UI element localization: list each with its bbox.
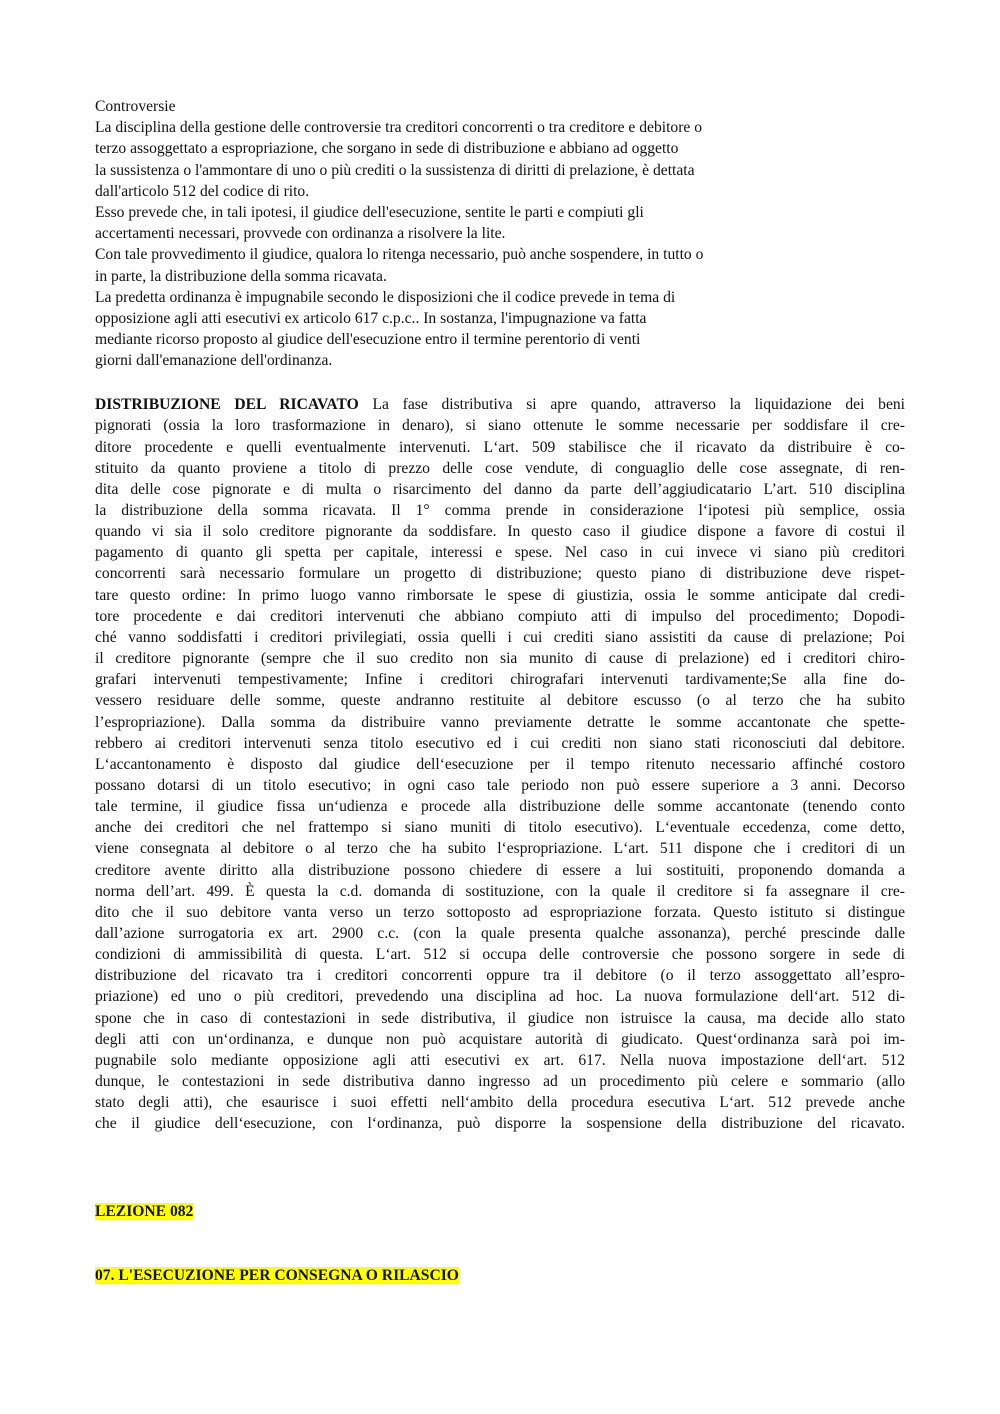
controversie-line: in parte, la distribuzione della somma ricavata.	[95, 267, 387, 285]
distribuzione-line: viene consegnata al debitore o al terzo che ha subito l‘espropriazione. L‘art. 511 dispone che i creditori di un	[95, 840, 905, 858]
distribuzione-line: pugnabile solo mediante opposizione agli atti esecutivi ex art. 617. Nella nuova impostazione dell‘art. 512	[95, 1051, 905, 1069]
distribuzione-line: vessero residuare delle somme, queste andranno restituite al debitore escusso (o al terzo che ha subito	[95, 692, 905, 710]
distribuzione-first-line-text: La fase distributiva si apre quando, attraverso la liquidazione dei beni	[358, 396, 905, 413]
lezione-heading: LEZIONE 082	[95, 1203, 194, 1220]
distribuzione-line: quando vi sia il solo creditore pignorante da soddisfare. In questo caso il giudice dispone a favore di costui il	[95, 523, 905, 541]
distribuzione-line: tore procedente e dai creditori intervenuti che abbiano compiuto atti di impulso del procedimento; Dopodi-	[95, 607, 905, 625]
distribuzione-line: distribuzione del ricavato tra i creditori concorrenti oppure tra il debitore (o il terzo assoggettato all’espro-	[95, 967, 905, 985]
distribuzione-line: tale termine, il giudice fissa un‘udienza e procede alla distribuzione delle somme accantonate (tenendo conto	[95, 798, 905, 816]
distribuzione-line: dunque, le contestazioni in sede distributiva danno ingresso ad un procedimento più celere e sommario (allo	[95, 1073, 905, 1091]
controversie-line: La disciplina della gestione delle controversie tra creditori concorrenti o tra creditore e debitore o	[95, 119, 703, 137]
controversie-line: accertamenti necessari, provvede con ordinanza a risolvere la lite.	[95, 225, 506, 243]
distribuzione-line: possano dotarsi di un titolo esecutivo; in ogni caso tale periodo non può essere superiore a 3 anni. Decorso	[95, 776, 905, 794]
distribuzione-line: concorrenti sarà necessario formulare un progetto di distribuzione; questo piano di distribuzione deve rispet-	[95, 565, 905, 583]
distribuzione-line: anche dei creditori che nel frattempo si siano muniti di titolo esecutivo). L‘eventuale eccedenza, come detto,	[95, 819, 905, 837]
distribuzione-line: il creditore pignorante (sempre che il suo credito non sia munito di cause di prelazione) ed i creditori chiro-	[95, 650, 905, 668]
controversie-line: Con tale provvedimento il giudice, qualora lo ritenga necessario, può anche sospendere, in tutto o	[95, 246, 704, 264]
distribuzione-line: dito che il suo debitore vanta verso un terzo sottoposto ad espropriazione forzata. Questo istituto si distingue	[95, 903, 905, 921]
distribuzione-line: grafari intervenuti tempestivamente; Infine i creditori chirografari intervenuti tardivamente;Se alla fine do-	[95, 671, 905, 689]
controversie-line: mediante ricorso proposto al giudice dell'esecuzione entro il termine perentorio di venti	[95, 331, 641, 349]
distribuzione-first-line	[95, 394, 905, 415]
distribuzione-line: rebbero ai creditori intervenuti senza titolo esecutivo ed i cui crediti non siano stati riconosciuti dal debitore.	[95, 734, 905, 752]
distribuzione-line: creditore avente diritto alla distribuzione possono chiedere di essere a lui sostituiti, proponendo domanda a	[95, 861, 905, 879]
distribuzione-line: L‘accantonamento è disposto dal giudice dell‘esecuzione per il tempo ritenuto necessario affinché costoro	[95, 755, 905, 773]
distribuzione-line: stituito da quanto proviene a titolo di prezzo delle cose vendute, di conguaglio delle cose assegnate, di ren-	[95, 459, 905, 477]
distribuzione-line: l’espropriazione). Dalla somma da distribuire vanno previamente detratte le somme accantonate che spette-	[95, 713, 905, 731]
controversie-line: terzo assoggettato a espropriazione, che sorgano in sede di distribuzione e abbiano ad oggetto	[95, 140, 679, 158]
distribuzione-line: ditore procedente e quelli eventualmente intervenuti. L‘art. 509 stabilisce che il ricavato da distribuire è co-	[95, 438, 905, 456]
controversie-heading: Controversie	[95, 98, 176, 115]
distribuzione-line: condizioni di ammissibilità di questa. L‘art. 512 si occupa delle controversie che possono sorgere in sede di	[95, 946, 905, 964]
controversie-line: la sussistenza o l'ammontare di uno o più crediti o la sussistenza di diritti di prelazione, è dettata	[95, 161, 695, 179]
distribuzione-line: dall’azione surrogatoria ex art. 2900 c.c. (con la quale presenta qualche assonanza), perché prescinde dalle	[95, 925, 905, 942]
lezione-label	[95, 1201, 193, 1222]
distribuzione-line: degli atti con un‘ordinanza, e dunque non può acquistare autorità di giudicato. Quest‘ordinanza sarà poi im-	[95, 1030, 905, 1048]
distribuzione-line: dita delle cose pignorate e di multa o risarcimento del danno da parte dell’aggiudicatario L’art. 510 disciplina	[95, 480, 905, 498]
controversie-line: dall'articolo 512 del codice di rito.	[95, 182, 310, 200]
distribuzione-heading: DISTRIBUZIONE DEL RICAVATO	[95, 396, 359, 413]
distribuzione-line: stato degli atti), che esaurisce i suoi effetti nell‘ambito della procedura esecutiva L‘art. 512 prevede anche	[95, 1094, 905, 1112]
distribuzione-line: che il giudice dell‘esecuzione, con l‘ordinanza, può disporre la sospensione della distribuzione del ricavato.	[95, 1115, 905, 1133]
section-label	[95, 1265, 459, 1286]
distribuzione-line: ché vanno soddisfatti i creditori privilegiati, ossia quelli i cui crediti siano assistiti da cause di prelazione; Poi	[95, 628, 905, 646]
controversie-line: opposizione agli atti esecutivi ex articolo 617 c.p.c.. In sostanza, l'impugnazione va fatta	[95, 310, 647, 327]
distribuzione-line: pagamento di quanto gli spetta per capitale, interessi e spese. Nel caso in cui invece vi siano più creditori	[95, 544, 905, 562]
distribuzione-line: pignorati (ossia la loro trasformazione in denaro), si siano ottenute le somme necessarie per soddisfare il cre-	[95, 417, 905, 435]
controversie-line: giorni dall'emanazione dell'ordinanza.	[95, 352, 333, 370]
controversie-line: La predetta ordinanza è impugnabile secondo le disposizioni che il codice prevede in tema di	[95, 288, 676, 306]
section-heading: 07. L'ESECUZIONE PER CONSEGNA O RILASCIO	[95, 1267, 459, 1284]
distribuzione-line: spone che in caso di contestazioni in sede distributiva, il giudice non istruisce la causa, ma decide allo stato	[95, 1009, 905, 1027]
distribuzione-line: tare questo ordine: In primo luogo vanno rimborsate le spese di giustizia, ossia le somme anticipate dal credi-	[95, 586, 905, 604]
distribuzione-line: la distribuzione della somma ricavata. Il 1° comma prende in considerazione l‘ipotesi più semplice, ossia	[95, 502, 905, 519]
distribuzione-line: priazione) ed uno o più creditori, prevedendo una disciplina ad hoc. La nuova formulazione dell‘art. 512 di-	[95, 988, 905, 1006]
distribuzione-line: norma dell’art. 499. È questa la c.d. domanda di sostituzione, con la quale il creditore si fa assegnare il cre-	[95, 882, 905, 900]
controversie-line: Esso prevede che, in tali ipotesi, il giudice dell'esecuzione, sentite le parti e compiuti gli	[95, 204, 644, 221]
